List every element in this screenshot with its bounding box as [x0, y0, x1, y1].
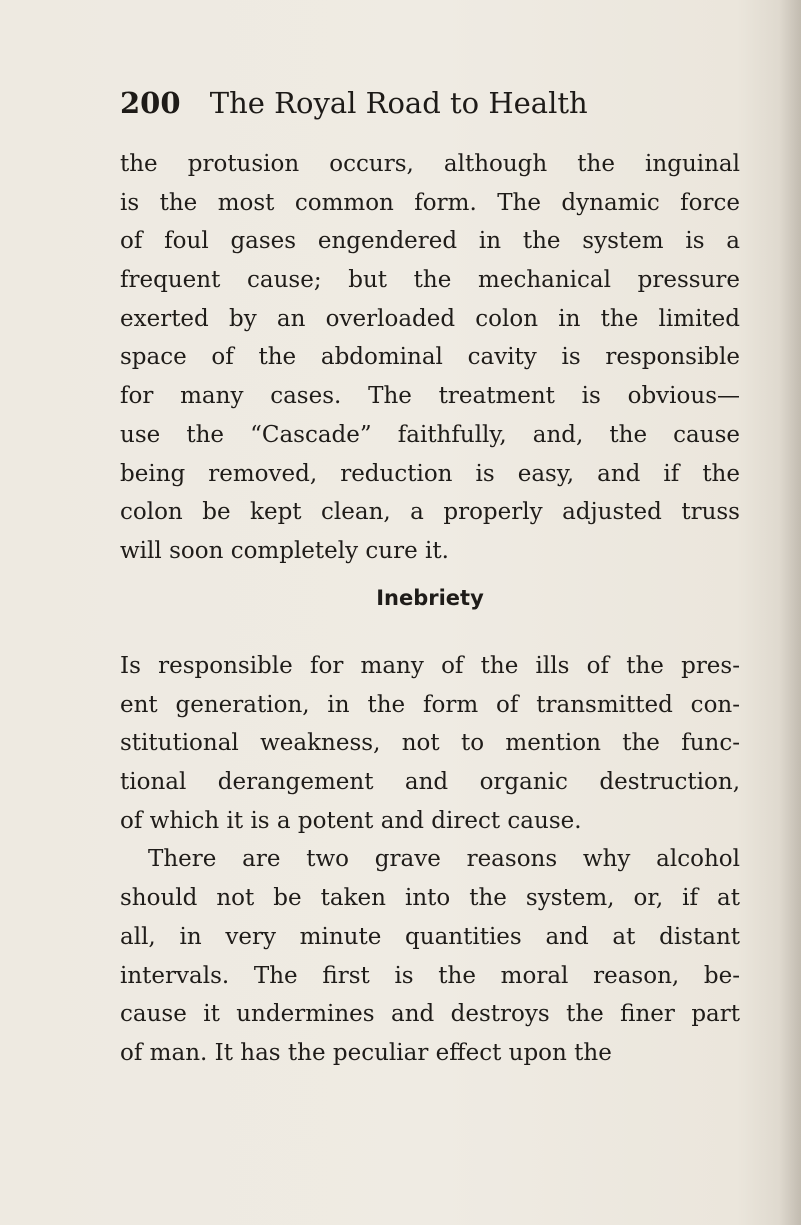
page-number: 200: [120, 86, 181, 120]
text-line: of foul gases engendered in the system is a: [120, 228, 740, 255]
text-line: is the most common form. The dynamic force: [120, 189, 740, 216]
page-header: [120, 86, 680, 126]
text-line: space of the abdominal cavity is responsible: [120, 344, 740, 371]
text-line: of which it is a potent and direct cause.: [120, 807, 582, 834]
text-line: exerted by an overloaded colon in the limited: [120, 305, 740, 332]
running-title: The Royal Road to Health: [209, 86, 588, 120]
text-line: frequent cause; but the mechanical pressure: [120, 267, 740, 294]
text-line: cause it undermines and destroys the finer part: [120, 1001, 740, 1028]
section-heading-inebriety: Inebriety: [376, 586, 484, 610]
text-line: the protusion occurs, although the inguinal: [120, 151, 740, 177]
text-line: colon be kept clean, a properly adjusted truss: [120, 499, 740, 526]
paragraph-hernia: [120, 145, 740, 571]
text-line: stitutional weakness, not to mention the func-: [120, 730, 740, 757]
page-edge-shadow: [779, 0, 801, 1225]
text-line: being removed, reduction is easy, and if the: [120, 460, 740, 487]
text-line: of man. It has the peculiar effect upon the: [120, 1039, 612, 1066]
text-line: There are two grave reasons why alcohol: [148, 846, 740, 873]
text-line: ent generation, in the form of transmitted con-: [120, 691, 740, 718]
text-line: intervals. The first is the moral reason, be-: [120, 962, 740, 989]
paragraph-inebriety: [120, 647, 740, 1073]
text-line: will soon completely cure it.: [120, 537, 449, 564]
text-line: tional derangement and organic destruction,: [120, 769, 740, 796]
text-line: for many cases. The treatment is obvious—: [120, 383, 740, 410]
text-line: Is responsible for many of the ills of the pres-: [120, 653, 740, 679]
text-line: use the “Cascade” faithfully, and, the cause: [120, 421, 740, 448]
text-line: all, in very minute quantities and at distant: [120, 923, 740, 950]
text-line: should not be taken into the system, or, if at: [120, 885, 740, 912]
